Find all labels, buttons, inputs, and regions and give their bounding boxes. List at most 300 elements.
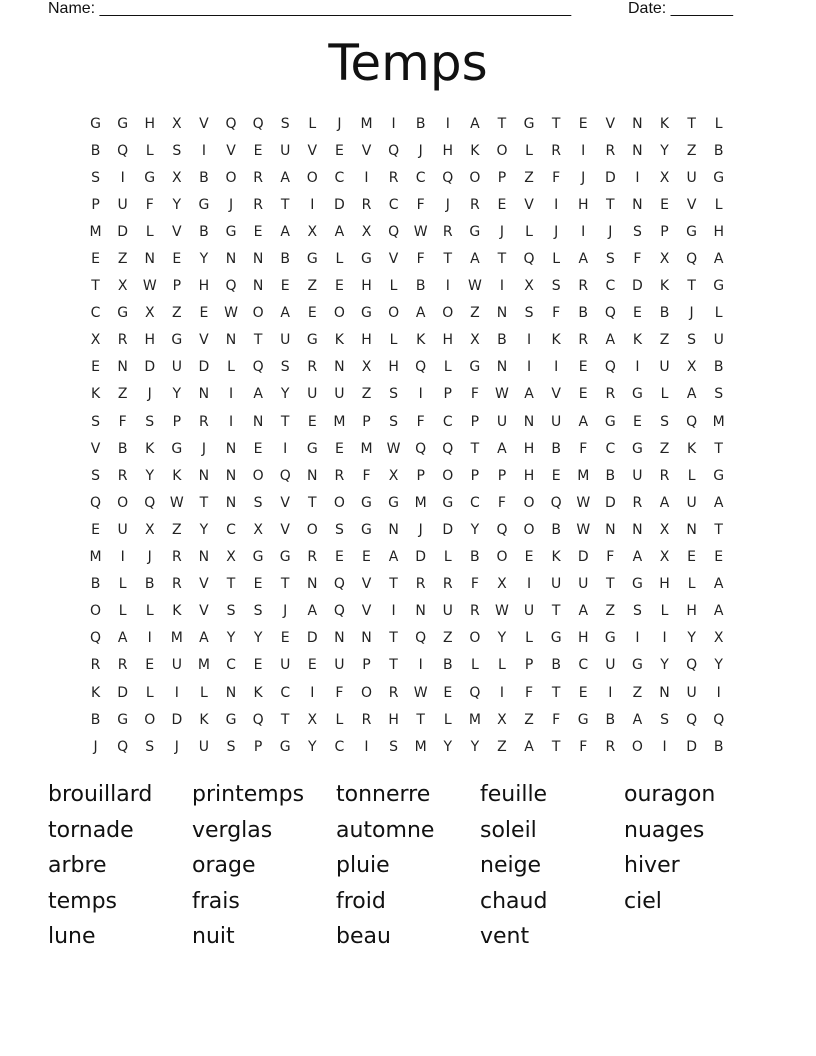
- grid-letter: B: [713, 359, 724, 376]
- grid-letter: U: [605, 657, 616, 674]
- grid-letter: P: [497, 169, 507, 186]
- grid-letter: Q: [144, 494, 156, 511]
- grid-letter: A: [280, 169, 290, 186]
- grid-letter: M: [170, 630, 183, 647]
- grid-letter: R: [171, 549, 182, 566]
- grid-letter: Y: [470, 521, 480, 538]
- grid-letter: Y: [145, 467, 155, 484]
- grid-letter: I: [581, 142, 586, 159]
- grid-letter: N: [252, 251, 264, 268]
- grid-letter: S: [334, 521, 344, 538]
- grid-letter: R: [578, 332, 589, 349]
- grid-letter: N: [252, 278, 264, 295]
- grid-letter: S: [145, 413, 155, 430]
- grid-letter: J: [147, 549, 152, 566]
- grid-letter: S: [253, 603, 263, 620]
- grid-letter: A: [713, 603, 724, 620]
- grid-letter: L: [470, 657, 479, 674]
- grid-letter: R: [117, 657, 128, 674]
- grid-letter: N: [225, 494, 237, 511]
- grid-letter: K: [659, 115, 670, 132]
- grid-letter: G: [90, 115, 101, 132]
- grid-letter: L: [443, 711, 452, 728]
- grid-letter: V: [280, 521, 290, 538]
- grid-letter: B: [497, 332, 507, 349]
- grid-letter: T: [551, 738, 561, 755]
- grid-letter: L: [525, 630, 533, 647]
- grid-letter: T: [606, 576, 615, 593]
- grid-letter: B: [551, 521, 561, 538]
- grid-letter: H: [198, 278, 210, 295]
- grid-letter: T: [389, 657, 398, 674]
- grid-letter: G: [713, 278, 725, 295]
- grid-letter: T: [497, 251, 507, 268]
- grid-letter: U: [280, 332, 291, 349]
- grid-letter: B: [605, 711, 616, 728]
- grid-letter: N: [361, 630, 372, 647]
- grid-letter: L: [498, 657, 506, 674]
- grid-letter: Q: [496, 521, 508, 538]
- grid-letter: H: [144, 115, 155, 132]
- grid-letter: X: [497, 711, 507, 728]
- grid-letter: Q: [333, 603, 345, 620]
- grid-letter: D: [632, 278, 643, 295]
- grid-letter: V: [551, 386, 561, 403]
- grid-letter: L: [118, 603, 127, 620]
- grid-letter: T: [687, 115, 696, 132]
- grid-letter: F: [362, 467, 371, 484]
- grid-letter: S: [226, 738, 236, 755]
- grid-letter: Q: [523, 251, 535, 268]
- grid-letter: J: [93, 738, 98, 755]
- page-title: Temps: [328, 34, 488, 92]
- grid-letter: X: [172, 169, 182, 186]
- grid-letter: J: [147, 386, 152, 403]
- grid-letter: Z: [497, 738, 507, 755]
- grid-letter: Y: [280, 386, 290, 403]
- grid-letter: A: [524, 386, 534, 403]
- grid-letter: E: [497, 196, 507, 213]
- grid-letter: O: [631, 738, 643, 755]
- grid-letter: J: [608, 223, 613, 240]
- grid-letter: H: [442, 142, 454, 159]
- grid-letter: L: [552, 251, 561, 268]
- grid-letter: L: [335, 251, 344, 268]
- word-list-item: orage: [192, 853, 256, 879]
- grid-letter: M: [89, 549, 102, 566]
- grid-letter: C: [334, 169, 345, 186]
- grid-letter: K: [172, 467, 182, 484]
- grid-letter: Y: [470, 738, 480, 755]
- grid-letter: L: [227, 359, 235, 376]
- grid-letter: H: [659, 576, 670, 593]
- grid-letter: N: [144, 251, 155, 268]
- grid-letter: K: [90, 386, 101, 403]
- grid-letter: R: [388, 169, 399, 186]
- grid-letter: T: [253, 332, 263, 349]
- grid-letter: Z: [659, 440, 670, 457]
- grid-letter: E: [714, 549, 724, 566]
- grid-letter: Q: [442, 169, 454, 186]
- grid-letter: Q: [686, 251, 698, 268]
- grid-letter: Q: [252, 711, 264, 728]
- grid-letter: Z: [632, 684, 643, 701]
- grid-letter: Y: [199, 251, 209, 268]
- grid-letter: Q: [252, 359, 264, 376]
- grid-letter: A: [334, 223, 345, 240]
- grid-letter: V: [388, 251, 399, 268]
- grid-letter: Y: [687, 630, 696, 647]
- word-list-item: frais: [192, 888, 240, 914]
- grid-letter: C: [90, 305, 101, 322]
- grid-letter: R: [307, 359, 318, 376]
- grid-letter: I: [174, 684, 179, 701]
- grid-letter: Q: [686, 413, 698, 430]
- grid-letter: M: [414, 494, 427, 511]
- word-list-item: nuages: [624, 817, 705, 843]
- grid-letter: R: [117, 467, 128, 484]
- grid-letter: U: [523, 603, 535, 620]
- grid-letter: H: [144, 332, 155, 349]
- grid-letter: P: [253, 738, 263, 755]
- grid-letter: A: [199, 630, 209, 647]
- grid-letter: V: [280, 494, 290, 511]
- grid-letter: H: [442, 332, 454, 349]
- grid-letter: S: [226, 603, 236, 620]
- grid-letter: A: [497, 440, 507, 457]
- grid-letter: E: [524, 549, 534, 566]
- grid-letter: L: [443, 549, 452, 566]
- grid-letter: O: [442, 467, 454, 484]
- grid-letter: Y: [660, 657, 669, 674]
- grid-letter: O: [469, 169, 481, 186]
- grid-letter: G: [631, 657, 643, 674]
- grid-letter: F: [552, 305, 561, 322]
- grid-letter: I: [364, 169, 369, 186]
- grid-letter: S: [632, 603, 642, 620]
- grid-letter: G: [442, 494, 454, 511]
- grid-letter: U: [496, 413, 508, 430]
- grid-letter: I: [364, 738, 369, 755]
- grid-letter: O: [442, 305, 454, 322]
- grid-letter: K: [551, 549, 561, 566]
- grid-letter: X: [388, 467, 399, 484]
- grid-letter: J: [337, 115, 342, 132]
- grid-letter: I: [635, 169, 640, 186]
- grid-letter: E: [253, 576, 263, 593]
- grid-letter: B: [551, 440, 561, 457]
- grid-letter: N: [496, 305, 508, 322]
- grid-letter: G: [225, 223, 237, 240]
- grid-letter: G: [361, 494, 372, 511]
- grid-letter: U: [632, 467, 643, 484]
- grid-letter: I: [147, 630, 152, 647]
- header-line: [48, 0, 748, 20]
- grid-letter: J: [201, 440, 206, 457]
- grid-letter: R: [469, 603, 480, 620]
- grid-letter: T: [551, 603, 561, 620]
- grid-letter: T: [687, 278, 696, 295]
- grid-letter: T: [280, 576, 290, 593]
- grid-letter: L: [660, 386, 669, 403]
- grid-letter: U: [686, 494, 697, 511]
- grid-letter: M: [712, 413, 725, 430]
- grid-letter: X: [117, 278, 128, 295]
- grid-letter: B: [199, 169, 209, 186]
- grid-letter: N: [632, 196, 643, 213]
- grid-letter: N: [605, 521, 616, 538]
- grid-letter: T: [606, 196, 615, 213]
- grid-letter: Z: [307, 278, 318, 295]
- grid-letter: U: [551, 576, 562, 593]
- grid-letter: K: [172, 603, 182, 620]
- grid-letter: O: [225, 169, 237, 186]
- word-list-item: neige: [480, 853, 542, 879]
- grid-letter: N: [198, 467, 210, 484]
- grid-letter: I: [526, 332, 532, 349]
- grid-letter: R: [117, 332, 128, 349]
- grid-letter: B: [415, 278, 426, 295]
- grid-letter: O: [523, 521, 535, 538]
- grid-letter: W: [169, 494, 184, 511]
- grid-letter: W: [224, 305, 238, 322]
- grid-letter: Q: [388, 223, 400, 240]
- grid-letter: T: [226, 576, 236, 593]
- grid-letter: F: [525, 684, 534, 701]
- grid-letter: N: [225, 440, 237, 457]
- grid-letter: L: [145, 142, 154, 159]
- grid-letter: T: [91, 278, 100, 295]
- grid-letter: O: [144, 711, 156, 728]
- grid-letter: Q: [604, 305, 616, 322]
- grid-letter: H: [713, 223, 724, 240]
- grid-letter: G: [171, 332, 183, 349]
- grid-letter: I: [201, 142, 206, 159]
- grid-letter: B: [605, 467, 616, 484]
- grid-letter: B: [470, 549, 480, 566]
- grid-letter: B: [90, 711, 101, 728]
- grid-letter: X: [686, 359, 697, 376]
- grid-letter: E: [334, 278, 344, 295]
- grid-letter: K: [334, 332, 344, 349]
- grid-letter: T: [714, 521, 723, 538]
- grid-letter: G: [117, 305, 129, 322]
- grid-letter: I: [228, 413, 234, 430]
- grid-letter: A: [388, 549, 399, 566]
- grid-letter: Q: [415, 440, 427, 457]
- grid-letter: I: [635, 359, 640, 376]
- grid-letter: K: [199, 711, 209, 728]
- grid-letter: S: [632, 223, 642, 240]
- grid-letter: X: [659, 169, 670, 186]
- grid-letter: I: [716, 684, 721, 701]
- grid-letter: Q: [415, 630, 427, 647]
- grid-letter: Y: [497, 630, 507, 647]
- grid-letter: I: [526, 576, 532, 593]
- word-list-item: feuille: [480, 782, 548, 807]
- grid-letter: G: [469, 359, 481, 376]
- grid-letter: B: [551, 657, 561, 674]
- grid-letter: F: [118, 413, 127, 430]
- word-list-item: verglas: [192, 817, 273, 843]
- grid-letter: L: [335, 711, 344, 728]
- grid-letter: N: [415, 603, 426, 620]
- grid-letter: I: [608, 684, 613, 701]
- grid-letter: G: [469, 223, 481, 240]
- grid-letter: M: [333, 413, 346, 430]
- grid-letter: G: [306, 251, 318, 268]
- grid-letter: Q: [117, 142, 129, 159]
- grid-letter: E: [253, 223, 263, 240]
- grid-letter: T: [280, 711, 290, 728]
- grid-letter: H: [523, 467, 535, 484]
- grid-letter: Q: [225, 278, 237, 295]
- word-list-item: soleil: [480, 817, 537, 843]
- grid-letter: G: [117, 711, 129, 728]
- grid-letter: F: [579, 440, 588, 457]
- grid-letter: X: [713, 630, 724, 647]
- grid-letter: Z: [524, 711, 534, 728]
- grid-letter: I: [120, 169, 125, 186]
- grid-letter: A: [578, 413, 589, 430]
- grid-letter: S: [551, 278, 561, 295]
- grid-letter: K: [416, 332, 426, 349]
- grid-letter: D: [117, 684, 129, 701]
- grid-letter: Y: [443, 738, 453, 755]
- grid-letter: Z: [117, 386, 128, 403]
- grid-letter: L: [118, 576, 127, 593]
- grid-letter: W: [495, 603, 509, 620]
- grid-letter: R: [442, 576, 453, 593]
- grid-letter: P: [416, 467, 425, 484]
- grid-letter: N: [388, 521, 399, 538]
- grid-letter: D: [171, 711, 183, 728]
- grid-letter: C: [226, 521, 236, 538]
- grid-letter: V: [361, 142, 372, 159]
- grid-letter: L: [389, 278, 398, 295]
- grid-letter: N: [198, 386, 210, 403]
- grid-letter: F: [470, 386, 479, 403]
- grid-letter: K: [90, 684, 101, 701]
- grid-letter: N: [225, 251, 237, 268]
- grid-letter: V: [226, 142, 236, 159]
- grid-letter: L: [525, 142, 533, 159]
- grid-letter: E: [307, 657, 317, 674]
- grid-letter: V: [361, 576, 372, 593]
- grid-letter: C: [469, 494, 480, 511]
- grid-letter: F: [606, 549, 615, 566]
- word-list-item: nuit: [192, 924, 235, 950]
- grid-letter: N: [307, 467, 318, 484]
- grid-letter: I: [499, 278, 505, 295]
- grid-letter: K: [687, 440, 697, 457]
- grid-letter: B: [144, 576, 155, 593]
- grid-letter: H: [686, 603, 697, 620]
- word-list-item: beau: [336, 924, 391, 950]
- grid-letter: Y: [199, 521, 209, 538]
- grid-letter: K: [253, 684, 263, 701]
- grid-letter: A: [686, 386, 697, 403]
- grid-letter: U: [686, 169, 697, 186]
- grid-letter: F: [579, 738, 588, 755]
- word-list-item: hiver: [624, 853, 680, 879]
- grid-letter: T: [470, 440, 480, 457]
- grid-letter: O: [333, 494, 345, 511]
- grid-letter: D: [117, 223, 129, 240]
- grid-letter: O: [496, 549, 508, 566]
- grid-letter: G: [388, 494, 399, 511]
- grid-letter: I: [445, 115, 450, 132]
- grid-letter: X: [659, 521, 670, 538]
- grid-letter: L: [200, 684, 208, 701]
- grid-letter: G: [523, 115, 535, 132]
- grid-letter: R: [632, 494, 643, 511]
- grid-letter: E: [334, 142, 344, 159]
- grid-letter: U: [442, 603, 453, 620]
- grid-letter: Z: [442, 630, 453, 647]
- grid-letter: X: [497, 576, 507, 593]
- grid-letter: I: [635, 630, 640, 647]
- grid-letter: M: [360, 440, 373, 457]
- grid-letter: U: [198, 738, 210, 755]
- grid-letter: P: [497, 467, 507, 484]
- grid-letter: Q: [90, 494, 102, 511]
- word-list-item: froid: [336, 888, 386, 914]
- grid-letter: H: [577, 196, 589, 213]
- grid-letter: C: [605, 440, 616, 457]
- grid-letter: Q: [415, 359, 427, 376]
- grid-letter: Q: [604, 359, 616, 376]
- grid-letter: T: [389, 630, 398, 647]
- grid-letter: I: [283, 440, 288, 457]
- grid-letter: A: [605, 332, 616, 349]
- grid-letter: Q: [388, 142, 400, 159]
- grid-letter: S: [91, 467, 100, 484]
- grid-letter: K: [551, 332, 561, 349]
- grid-letter: V: [605, 115, 616, 132]
- grid-letter: A: [713, 576, 724, 593]
- grid-letter: F: [497, 494, 506, 511]
- grid-letter: B: [415, 115, 426, 132]
- grid-letter: Q: [442, 440, 454, 457]
- grid-letter: Y: [253, 630, 263, 647]
- grid-letter: N: [632, 142, 643, 159]
- grid-letter: R: [578, 278, 589, 295]
- grid-letter: X: [361, 223, 372, 240]
- grid-letter: F: [335, 684, 344, 701]
- grid-letter: O: [360, 684, 372, 701]
- grid-letter: L: [443, 359, 452, 376]
- grid-letter: O: [117, 494, 129, 511]
- grid-letter: A: [713, 494, 724, 511]
- grid-letter: N: [334, 630, 345, 647]
- grid-letter: C: [280, 684, 291, 701]
- grid-letter: Q: [90, 630, 102, 647]
- grid-letter: E: [578, 386, 588, 403]
- grid-letter: W: [413, 684, 428, 701]
- grid-letter: X: [659, 251, 670, 268]
- grid-letter: E: [632, 305, 642, 322]
- grid-letter: H: [577, 630, 589, 647]
- grid-letter: S: [687, 332, 697, 349]
- grid-letter: V: [686, 196, 697, 213]
- grid-letter: B: [90, 576, 101, 593]
- word-list-item: chaud: [480, 888, 548, 914]
- grid-letter: F: [416, 251, 425, 268]
- grid-letter: W: [495, 386, 509, 403]
- grid-letter: L: [687, 576, 696, 593]
- grid-letter: S: [524, 305, 534, 322]
